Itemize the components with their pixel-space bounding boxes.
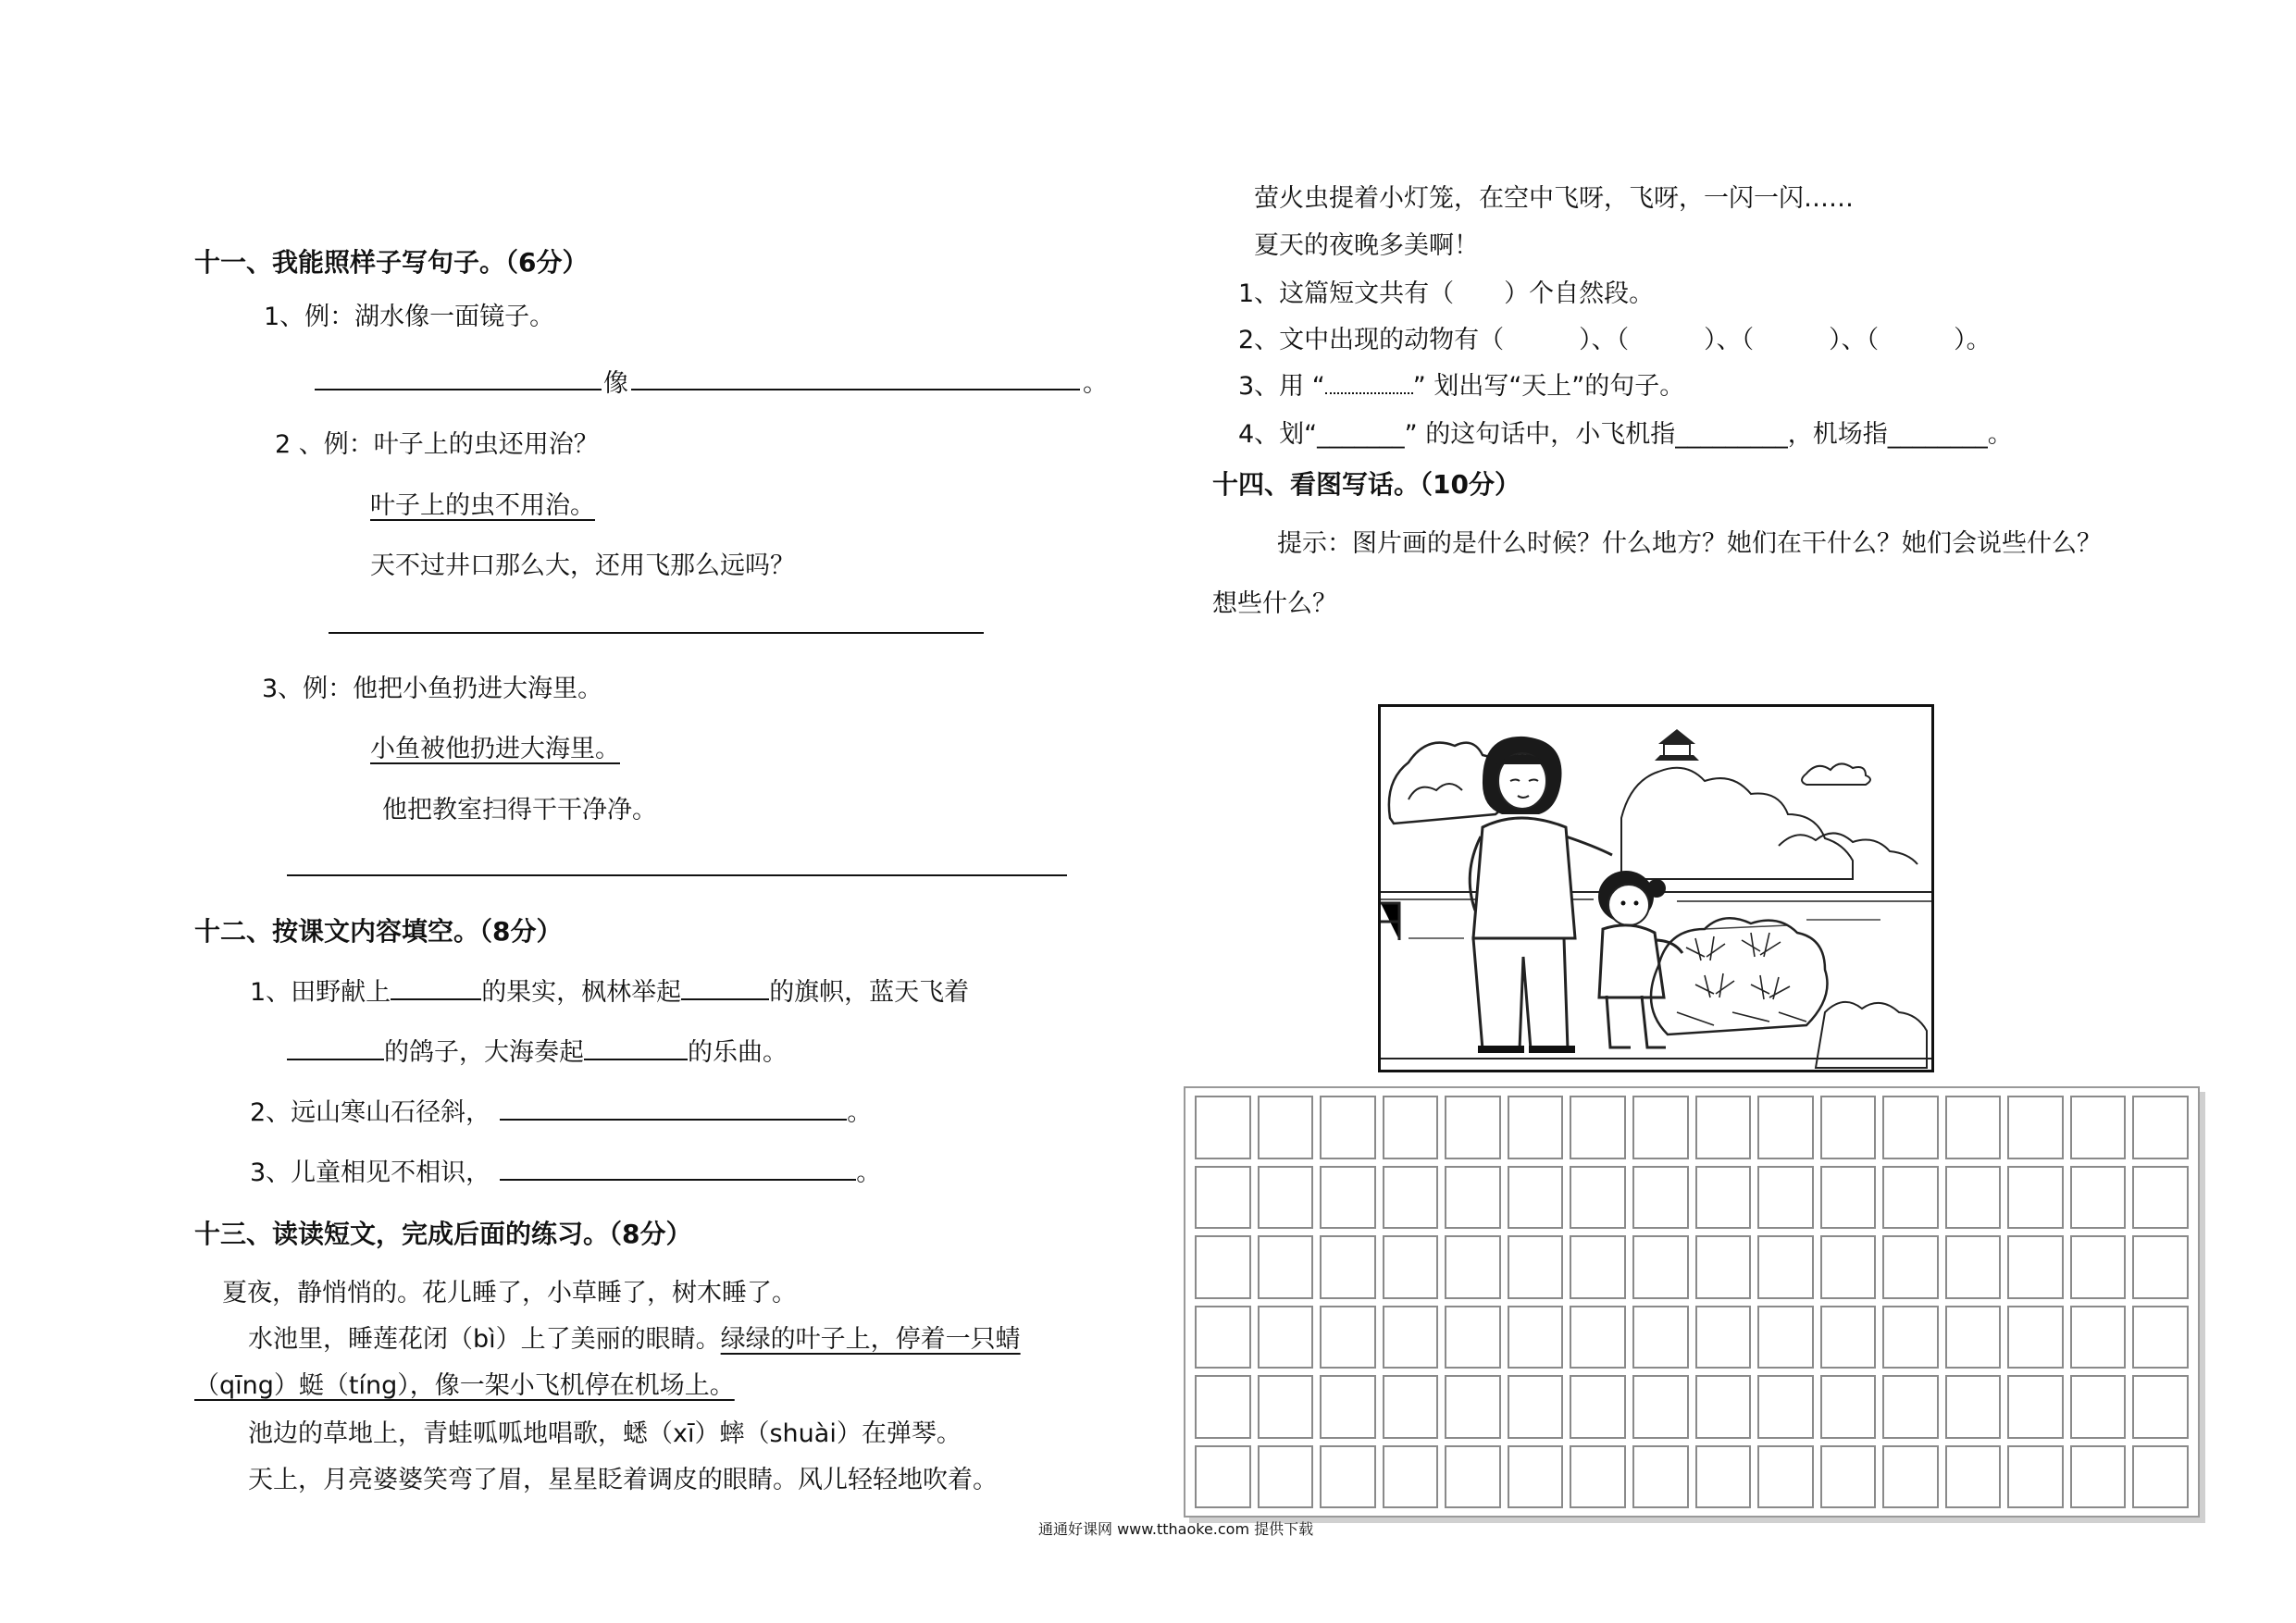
grid-cell[interactable] bbox=[1445, 1375, 1501, 1439]
section-12-title: 十二、按课文内容填空。（8分） bbox=[194, 916, 563, 947]
grid-cell[interactable] bbox=[1695, 1306, 1752, 1369]
grid-cell[interactable] bbox=[1258, 1445, 1314, 1509]
s12-q3-blank[interactable] bbox=[500, 1155, 856, 1181]
s12-q1-text-5: 的乐曲。 bbox=[688, 1038, 788, 1067]
grid-cell[interactable] bbox=[1820, 1166, 1877, 1230]
grid-cell[interactable] bbox=[1632, 1166, 1689, 1230]
writing-grid-frame bbox=[1184, 1086, 2200, 1518]
grid-cell[interactable] bbox=[1820, 1096, 1877, 1159]
grid-cell[interactable] bbox=[1195, 1445, 1251, 1509]
grid-cell[interactable] bbox=[1445, 1096, 1501, 1159]
s13-p2-plain: 水池里，睡莲花闭（bì）上了美丽的眼睛。 bbox=[248, 1325, 721, 1354]
grid-cell[interactable] bbox=[1570, 1235, 1626, 1299]
grid-cell[interactable] bbox=[1508, 1306, 1564, 1369]
grid-cell[interactable] bbox=[1320, 1096, 1376, 1159]
grid-cell[interactable] bbox=[2070, 1166, 2127, 1230]
grid-cell[interactable] bbox=[1445, 1166, 1501, 1230]
grid-cell[interactable] bbox=[1695, 1096, 1752, 1159]
grid-cell[interactable] bbox=[1945, 1096, 2002, 1159]
grid-cell[interactable] bbox=[1632, 1235, 1689, 1299]
s13-paragraph-5: 萤火虫提着小灯笼，在空中飞呀，飞呀，一闪一闪…… bbox=[1254, 184, 1854, 213]
grid-cell[interactable] bbox=[1320, 1445, 1376, 1509]
section-13-title: 十三、读读短文，完成后面的练习。（8分） bbox=[194, 1219, 692, 1249]
s12-q1-label: 1、田野献上 bbox=[250, 978, 391, 1007]
grid-cell[interactable] bbox=[1383, 1375, 1439, 1439]
grid-cell[interactable] bbox=[1695, 1445, 1752, 1509]
grid-cell[interactable] bbox=[1945, 1166, 2002, 1230]
grid-cell[interactable] bbox=[1757, 1166, 1814, 1230]
grid-cell[interactable] bbox=[1632, 1306, 1689, 1369]
section-11-title: 十一、我能照样子写句子。（6分） bbox=[194, 247, 589, 278]
grid-cell[interactable] bbox=[2070, 1445, 2127, 1509]
grid-cell[interactable] bbox=[2070, 1235, 2127, 1299]
grid-cell[interactable] bbox=[2132, 1096, 2189, 1159]
s12-q1-blank-2[interactable] bbox=[681, 974, 769, 1000]
grid-cell[interactable] bbox=[1383, 1445, 1439, 1509]
s12-q1-blank-1[interactable] bbox=[391, 974, 481, 1000]
s11-q3-example: 3、例：他把小鱼扔进大海里。 bbox=[262, 675, 603, 703]
grid-cell[interactable] bbox=[2132, 1166, 2189, 1230]
s12-q2-end: 。 bbox=[847, 1098, 873, 1127]
grid-cell[interactable] bbox=[1570, 1375, 1626, 1439]
s11-q1-blank-1[interactable] bbox=[315, 389, 602, 390]
grid-cell[interactable] bbox=[2132, 1375, 2189, 1439]
s12-q1-blank-3[interactable] bbox=[287, 1035, 384, 1060]
s13-q4: 4、划“_______” 的这句话中，小飞机指_________，机场指________。 bbox=[1238, 420, 2013, 449]
grid-cell[interactable] bbox=[1695, 1166, 1752, 1230]
grid-cell[interactable] bbox=[1632, 1096, 1689, 1159]
grid-cell[interactable] bbox=[1258, 1166, 1314, 1230]
grid-cell[interactable] bbox=[1757, 1375, 1814, 1439]
s12-q3-end: 。 bbox=[856, 1158, 882, 1187]
section-14-title: 十四、看图写话。（10分） bbox=[1212, 469, 1520, 500]
grid-cell[interactable] bbox=[1445, 1306, 1501, 1369]
s11-q1-mid: 像 bbox=[603, 369, 628, 398]
s11-q3-answer-line[interactable] bbox=[287, 874, 1067, 876]
grid-cell[interactable] bbox=[1695, 1235, 1752, 1299]
grid-cell[interactable] bbox=[1882, 1166, 1939, 1230]
s13-q3-text-2: ” 划出写“天上”的句子。 bbox=[1412, 372, 1685, 401]
s11-q1-end: 。 bbox=[1083, 369, 1108, 398]
grid-cell[interactable] bbox=[1570, 1096, 1626, 1159]
grid-cell[interactable] bbox=[1258, 1306, 1314, 1369]
s12-q2 bbox=[250, 1092, 872, 1128]
s11-q1-blank-2[interactable] bbox=[631, 389, 1080, 390]
grid-cell[interactable] bbox=[1757, 1306, 1814, 1369]
grid-cell[interactable] bbox=[1695, 1375, 1752, 1439]
grid-cell[interactable] bbox=[2007, 1306, 2064, 1369]
grid-cell[interactable] bbox=[1820, 1235, 1877, 1299]
s13-paragraph-3: 池边的草地上，青蛙呱呱地唱歌，蟋（xī）蟀（shuài）在弹琴。 bbox=[248, 1419, 962, 1448]
grid-cell[interactable] bbox=[1508, 1166, 1564, 1230]
s13-paragraph-1: 夏夜，静悄悄的。花儿睡了，小草睡了，树木睡了。 bbox=[222, 1279, 797, 1307]
s11-q1-example: 1、例：湖水像一面镜子。 bbox=[264, 303, 555, 331]
s12-q1-line1 bbox=[250, 972, 969, 1008]
grid-cell[interactable] bbox=[1945, 1375, 2002, 1439]
s12-q1-text-4: 的鸽子，大海奏起 bbox=[384, 1038, 584, 1067]
s12-q2-label: 2、远山寒山石径斜， bbox=[250, 1098, 491, 1127]
grid-cell[interactable] bbox=[1945, 1306, 2002, 1369]
s12-q1-text-3: 的旗帜，蓝天飞着 bbox=[769, 978, 970, 1007]
grid-cell[interactable] bbox=[1258, 1375, 1314, 1439]
grid-cell[interactable] bbox=[1632, 1445, 1689, 1509]
grid-cell[interactable] bbox=[2070, 1096, 2127, 1159]
s11-q2-prompt: 天不过井口那么大，还用飞那么远吗？ bbox=[370, 551, 795, 580]
grid-cell[interactable] bbox=[1195, 1375, 1251, 1439]
s11-q2-example: 2 、例：叶子上的虫还用治？ bbox=[275, 430, 599, 459]
s12-q2-blank[interactable] bbox=[500, 1095, 847, 1121]
grid-cell[interactable] bbox=[2070, 1306, 2127, 1369]
writing-grid bbox=[1195, 1096, 2189, 1508]
s13-q3 bbox=[1238, 365, 1684, 402]
s12-q3-label: 3、儿童相见不相识， bbox=[250, 1158, 491, 1187]
grid-cell[interactable] bbox=[1383, 1096, 1439, 1159]
grid-cell[interactable] bbox=[2007, 1375, 2064, 1439]
grid-cell[interactable] bbox=[1258, 1096, 1314, 1159]
grid-cell[interactable] bbox=[1195, 1166, 1251, 1230]
grid-cell[interactable] bbox=[1570, 1445, 1626, 1509]
grid-cell[interactable] bbox=[1195, 1235, 1251, 1299]
illustration-svg bbox=[1381, 707, 1931, 1070]
grid-cell[interactable] bbox=[1383, 1306, 1439, 1369]
grid-cell[interactable] bbox=[1820, 1375, 1877, 1439]
grid-cell[interactable] bbox=[2132, 1445, 2189, 1509]
grid-cell[interactable] bbox=[1945, 1445, 2002, 1509]
s11-q2-answer-line[interactable] bbox=[329, 632, 984, 634]
grid-cell[interactable] bbox=[2007, 1445, 2064, 1509]
grid-cell[interactable] bbox=[2007, 1096, 2064, 1159]
grid-cell[interactable] bbox=[1383, 1235, 1439, 1299]
illustration-mother-daughter-flowers bbox=[1378, 704, 1934, 1072]
s13-q2: 2、文中出现的动物有（ ）、（ ）、（ ）、（ ）。 bbox=[1238, 326, 1992, 354]
grid-cell[interactable] bbox=[1195, 1306, 1251, 1369]
grid-cell[interactable] bbox=[1508, 1096, 1564, 1159]
s12-q3 bbox=[250, 1152, 881, 1188]
s14-hint: 提示：图片画的是什么时候？什么地方？她们在干什么？她们会说些什么？ bbox=[1277, 529, 2102, 558]
s13-q1: 1、这篇短文共有（ ）个自然段。 bbox=[1238, 279, 1655, 308]
s11-q3-prompt: 他把教室扫得干干净净。 bbox=[382, 796, 657, 824]
grid-cell[interactable] bbox=[1320, 1306, 1376, 1369]
s12-q1-line2 bbox=[287, 1032, 788, 1068]
grid-cell[interactable] bbox=[1320, 1235, 1376, 1299]
grid-cell[interactable] bbox=[1508, 1235, 1564, 1299]
grid-cell[interactable] bbox=[2007, 1235, 2064, 1299]
grid-cell[interactable] bbox=[1632, 1375, 1689, 1439]
grid-cell[interactable] bbox=[1882, 1306, 1939, 1369]
grid-cell[interactable] bbox=[2132, 1235, 2189, 1299]
grid-cell[interactable] bbox=[1508, 1375, 1564, 1439]
s12-q1-text-2: 的果实，枫林举起 bbox=[481, 978, 682, 1007]
s13-q3-dotted-sample bbox=[1325, 368, 1413, 394]
grid-cell[interactable] bbox=[1383, 1166, 1439, 1230]
grid-cell[interactable] bbox=[1882, 1375, 1939, 1439]
grid-cell[interactable] bbox=[2132, 1306, 2189, 1369]
grid-cell[interactable] bbox=[1320, 1375, 1376, 1439]
s11-q3-answer: 小鱼被他扔进大海里。 bbox=[370, 735, 620, 763]
grid-cell[interactable] bbox=[2070, 1375, 2127, 1439]
s13-p2-underlined-cont: （qīng）蜓（tíng），像一架小飞机停在机场上。 bbox=[194, 1371, 735, 1400]
grid-cell[interactable] bbox=[1757, 1445, 1814, 1509]
grid-cell[interactable] bbox=[1882, 1235, 1939, 1299]
s13-paragraph-2 bbox=[248, 1319, 1021, 1355]
grid-cell[interactable] bbox=[1757, 1235, 1814, 1299]
grid-cell[interactable] bbox=[1882, 1096, 1939, 1159]
grid-cell[interactable] bbox=[1882, 1445, 1939, 1509]
grid-cell[interactable] bbox=[1757, 1096, 1814, 1159]
grid-cell[interactable] bbox=[1445, 1445, 1501, 1509]
s13-paragraph-6: 夏天的夜晚多美啊！ bbox=[1254, 231, 1479, 260]
grid-cell[interactable] bbox=[1570, 1306, 1626, 1369]
grid-cell[interactable] bbox=[1195, 1096, 1251, 1159]
grid-cell[interactable] bbox=[1820, 1445, 1877, 1509]
s13-paragraph-4: 天上，月亮婆婆笑弯了眉，星星眨着调皮的眼睛。风儿轻轻地吹着。 bbox=[248, 1466, 998, 1494]
grid-cell[interactable] bbox=[1570, 1166, 1626, 1230]
grid-cell[interactable] bbox=[1945, 1235, 2002, 1299]
s14-hint-cont: 想些什么？ bbox=[1212, 589, 1337, 618]
s13-q3-text-1: 3、用 “ bbox=[1238, 372, 1325, 401]
s12-q1-blank-4[interactable] bbox=[584, 1035, 688, 1060]
grid-cell[interactable] bbox=[2007, 1166, 2064, 1230]
grid-cell[interactable] bbox=[1258, 1235, 1314, 1299]
grid-cell[interactable] bbox=[1820, 1306, 1877, 1369]
grid-cell[interactable] bbox=[1445, 1235, 1501, 1299]
s13-p2-underlined: 绿绿的叶子上，停着一只蜻 bbox=[720, 1325, 1021, 1354]
s11-q2-answer: 叶子上的虫不用治。 bbox=[370, 491, 595, 520]
footer-credit: 通通好课网 www.tthaoke.com 提供下载 bbox=[1038, 1520, 1314, 1538]
grid-cell[interactable] bbox=[1320, 1166, 1376, 1230]
grid-cell[interactable] bbox=[1508, 1445, 1564, 1509]
